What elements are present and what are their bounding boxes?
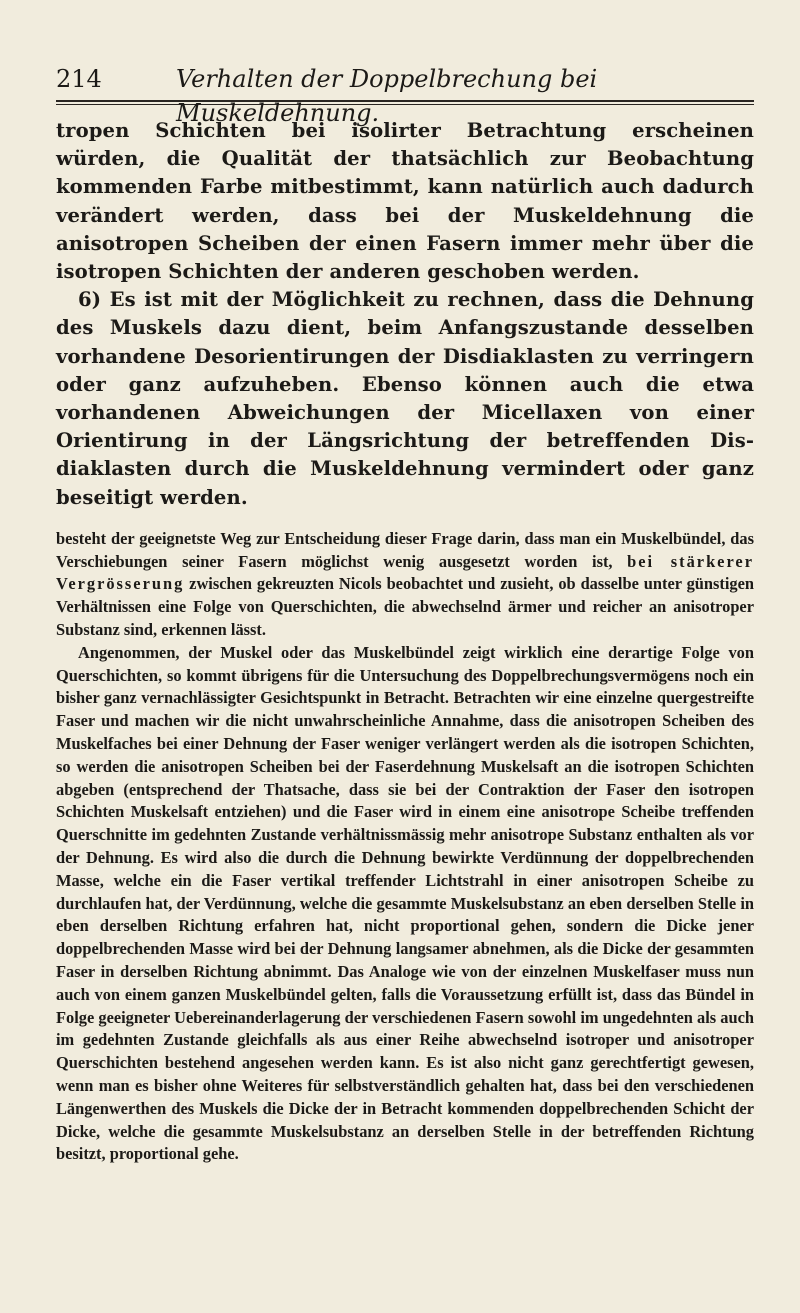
- footnote-text: [56, 528, 754, 1166]
- main-paragraph-1: tropen Schichten bei isolirter Betrachtung erscheinen würden, die Qualität der thatsächlich zur Beobachtung kommenden Farbe mitbestimmt, kann natürlich auch dadurch verändert werden, dass bei der Muskeldehnung die anisotropen Scheiben der einen Fasern immer mehr über die isotropen Schichten der anderen geschoben werden.: [56, 119, 754, 284]
- small-paragraph-1-start: besteht der geeignetste Weg zur Entscheidung dieser Frage darin, dass man ein Muskelbündel, das Verschiebungen seiner Fasern möglichst wenig ausgesetzt worden ist,: [56, 528, 754, 571]
- spaced-emphasis: bei stärkerer Vergrösserung: [56, 551, 754, 594]
- main-text: [56, 117, 754, 512]
- page-header: [56, 62, 754, 127]
- small-paragraph-1: [56, 528, 754, 642]
- small-paragraph-2: Angenommen, der Muskel oder das Muskelbündel zeigt wirklich eine derartige Folge von Querschichten, so kommt übrigens für die Untersuchung des Doppelbrechungsvermögens noch ein bisher ganz vernachlässigter Gesichtspunkt in Betracht. Betrachten wir eine einzelne quergestreifte Faser und machen wir die nicht unwahrscheinliche Annahme, dass die anisotropen Scheiben des Muskelfaches bei einer Dehnung der Faser weniger verlängert werden als die isotropen Schichten, so werden die anisotropen Scheiben bei der Faserdehnung Muskelsaft an die isotropen Schichten abgeben (entsprechend der Thatsache, dass sie bei der Contraktion der Faser den isotropen Schichten Muskelsaft entziehen) und die Faser wird in einem eine anisotrope Scheibe treffenden Querschnitte im gedehnten Zustande verhältnissmässig mehr anisotrope Substanz enthalten als vor der Dehnung. Es wird also die durch die Dehnung bewirkte Verdünnung der doppelbrechenden Masse, welche ein die Faser vertikal treffender Lichtstrahl in einer anisotropen Scheibe zu durchlaufen hat, der Verdünnung, welche die gesammte Muskelsubstanz an eben derselben Stelle in eben derselben Richtung erfahren hat, nicht proportional gehen, sondern die Dicke jener doppelbrechenden Masse wird bei der Dehnung langsamer abnehmen, als die Dicke der gesammten Faser in derselben Richtung abnimmt. Das Analoge wie von der einzelnen Muskelfaser muss nun auch von einem ganzen Muskelbündel gelten, falls die Voraussetzung erfüllt ist, dass das Bündel in Folge geeigneter Uebereinanderlagerung der verschiedenen Fasern sowohl im ungedehnten als auch im gedehnten Zustande gleichfalls als aus einer Reihe abwechselnd isotroper und anisotroper Querschichten bestehend angesehen werden kann. Es ist also nicht ganz gerechtfertigt gewesen, wenn man es bisher ohne Weiteres für selbstverständlich gehalten hat, dass bei den verschiedenen Längenwerthen des Muskels die Dicke der in Betracht kommenden doppelbrechenden Schicht der Dicke, welche die gesammte Muskelsubstanz an derselben Stelle in der betreffenden Richtung besitzt, proportional gehe.: [56, 642, 754, 1164]
- main-paragraph-2: 6) Es ist mit der Möglichkeit zu rechnen, dass die Dehnung des Muskels dazu dient, beim Anfangszustande desselben vorhandene Desorientirungen der Disdiaklasten zu verringern oder ganz aufzuheben. Ebenso können auch die etwa vorhandenen Abweichungen der Micellaxen von einer Orientirung in der Längsrichtung der betreffenden Disdiaklasten durch die Muskeldehnung vermindert oder ganz beseitigt werden.: [56, 288, 754, 509]
- running-title: Verhalten der Doppelbrechung bei Muskeldehnung.: [176, 65, 598, 127]
- small-paragraph-1-end: zwischen gekreuzten Nicols beobachtet und zusieht, ob dasselbe unter günstigen Verhältnissen eine Folge von Querschichten, die abwechselnd ärmer und reicher an anisotroper Substanz sind, erkennen lässt.: [56, 574, 754, 640]
- page-number: 214: [56, 65, 102, 93]
